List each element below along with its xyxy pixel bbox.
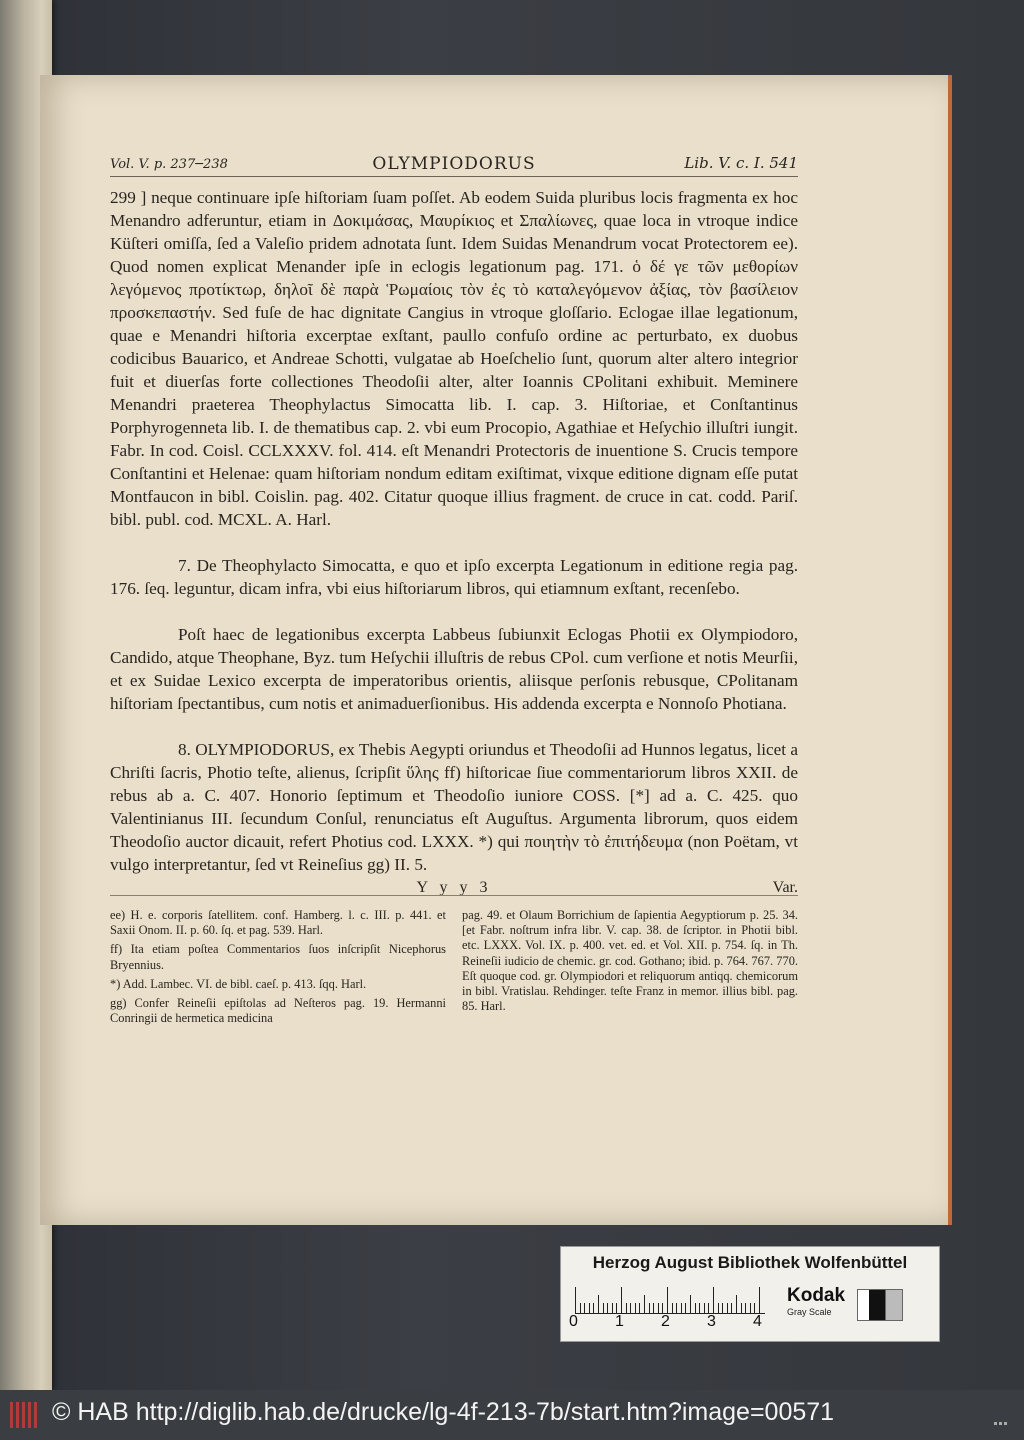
logo-stripe xyxy=(28,1402,31,1428)
ruler-tick xyxy=(676,1303,677,1313)
signature-mark: Y y y 3 xyxy=(416,879,492,896)
scale-number: 4 xyxy=(753,1313,762,1330)
ruler-tick xyxy=(759,1287,760,1313)
scale-number: 1 xyxy=(615,1313,624,1330)
ruler-tick xyxy=(644,1295,645,1313)
ruler-tick xyxy=(662,1303,663,1313)
footnote-rule xyxy=(110,895,798,896)
logo-stripe xyxy=(10,1402,13,1428)
ruler-tick xyxy=(754,1303,755,1313)
ruler-tick xyxy=(750,1303,751,1313)
logo-stripe xyxy=(22,1402,25,1428)
header-book-page: Lib. V. c. I. 541 xyxy=(684,154,798,172)
ruler-tick xyxy=(639,1303,640,1313)
ruler-tick xyxy=(616,1303,617,1313)
ruler-tick xyxy=(681,1303,682,1313)
ruler-tick xyxy=(718,1303,719,1313)
ruler-tick xyxy=(713,1287,714,1313)
ruler-tick xyxy=(745,1303,746,1313)
scale-number: 2 xyxy=(661,1313,670,1330)
ruler-tick xyxy=(741,1303,742,1313)
hab-logo-icon xyxy=(10,1402,38,1428)
ruler-tick xyxy=(658,1303,659,1313)
ruler-tick xyxy=(704,1303,705,1313)
footnote-ee: ee) H. e. corporis ſatellitem. conf. Hamberg. l. c. III. p. 441. et Saxii Onom. II. p. 60. ſq. et pag. 539. Harl. xyxy=(110,908,446,938)
ruler-tick xyxy=(708,1303,709,1313)
catchword: Var. xyxy=(772,879,798,896)
ruler-tick xyxy=(621,1287,622,1313)
ruler-tick xyxy=(690,1295,691,1313)
ruler-tick xyxy=(672,1303,673,1313)
ruler-tick xyxy=(593,1303,594,1313)
paragraph-theophylactus: 7. De Theophylacto Simocatta, e quo et ipſo excerpta Legationum in editione regia pag. 176. ſeq. leguntur, dicam infra, vbi eius hiſtoriarum libros, qui etiamnum exſtant, recenſebo. xyxy=(110,556,798,598)
ruler-tick xyxy=(685,1303,686,1313)
ruler-tick xyxy=(612,1303,613,1313)
footnote-gg: gg) Confer Reineſii epiſtolas ad Neſteros pag. 19. Hermanni Conringii de hermetica medicina xyxy=(110,996,446,1026)
ruler-tick xyxy=(584,1303,585,1313)
ruler-tick xyxy=(626,1303,627,1313)
footnote-star: *) Add. Lambec. VI. de bibl. caeſ. p. 413. ſqq. Harl. xyxy=(110,976,367,991)
scale-number: 3 xyxy=(707,1313,716,1330)
footnotes xyxy=(110,908,798,1030)
gray-scale-caption: Gray Scale xyxy=(787,1307,832,1317)
footnotes-left-column xyxy=(110,908,446,1030)
ruler-tick xyxy=(598,1295,599,1313)
ruler-tick xyxy=(727,1303,728,1313)
ruler-tick xyxy=(580,1303,581,1313)
ruler-tick xyxy=(695,1303,696,1313)
paragraph-menander: 299 ] neque continuare ipſe hiſtoriam ſuam poſſet. Ab eodem Suida pluribus locis fragmenta ex hoc Menandro adferuntur, etiam in Δοκιμάσας, Μαυρίκιος et Σπαλίωνες, quae loca in vtroque indice Küſteri omiſſa, ſed a Valeſio pridem adnotata ſunt. Idem Suidas Menandrum vocat Protectorem ee). Quod nomen explicat Menander ipſe in eclogis legationum pag. 171. ὁ δέ γε τῶν μεθορίων λεγόμενος προτίκτωρ, δηλοῖ δὲ παρὰ Ῥωμαίοις τὸν ἐς τὸ καταλεγόμενον ἀξίας, τὸν βασίλειον προσκεπαστήν. Sed fuſe de hac dignitate Cangius in vtroque gloſſario. Eclogae illae legationum, quae e Menandri hiſtoria excerptae exſtant, paullo confuſo ordine ac perturbato, ex duobus codicibus Bauarico, et Andreae Schotti, vulgatae ab Hoeſchelio ſunt, quorum alter altero integrior fuit et diuerſas forte collectiones Theodoſii alter, alter Ioannis CPolitani exhibuit. Meminere Menandri praeterea Theophylactus Simocatta lib. I. cap. 3. Hiſtoriae, et Conſtantinus Porphyrogenneta lib. I. de thematibus cap. 2. vbi eum Procopio, Agathiae et Heſychio illuſtri iungit. Fabr. In cod. Coisl. CCLXXXV. fol. 414. eſt Menandri Protectoris de inuentione S. Crucis tempore Conſtantini et Helenae: quam hiſtoriam nondum editam exiſtimat, vixque editione dignam eſſe putat Montfaucon in bibl. Coislin. pag. 402. Citatur quoque illius fragment. de cruce in cat. codd. Pariſ. bibl. publ. cod. MCXL. A. Harl. xyxy=(110,188,798,529)
gray-scale-patch xyxy=(857,1289,903,1321)
header-volume-ref: Vol. V. p. 237─238 xyxy=(110,157,228,172)
kodak-brand: Kodak xyxy=(787,1285,846,1306)
logo-stripe xyxy=(34,1402,37,1428)
more-dots-icon[interactable] xyxy=(994,1410,1012,1418)
ruler-tick xyxy=(649,1303,650,1313)
scale-numbers xyxy=(569,1313,779,1333)
paragraph-olympiodorus: 8. OLYMPIODORUS, ex Thebis Aegypti oriundus et Theodoſii ad Hunnos legatus, licet a Chriſti ſacris, Photio teſte, alienus, ſcripſit ὕλης ff) hiſtoricae ſiue commentariorum libros XXII. de rebus ab a. C. 407. Honorio ſeptimum et Theodoſio iuniore COSS. [*] ad a. C. 425. quo Valentinianus III. ſecundum Conſul, renunciatus eſt Auguſtus. Argumenta librorum, quos eidem Theodoſio auctor dicauit, refert Photius cod. LXXX. *) qui ποιητὴν τὸ ἐπιτήδευμα (non Poëtam, vt vulgo interpretantur, ſed vt Reineſius gg) II. 5. xyxy=(110,740,798,874)
ruler-tick xyxy=(667,1287,668,1313)
ruler-tick xyxy=(630,1303,631,1313)
library-name: Herzog August Bibliothek Wolfenbüttel xyxy=(592,1253,908,1272)
scale-number: 0 xyxy=(569,1313,578,1330)
viewer-footer xyxy=(0,1390,1024,1440)
ruler-tick xyxy=(607,1303,608,1313)
ruler-tick xyxy=(589,1303,590,1313)
ruler-tick xyxy=(731,1303,732,1313)
library-color-label xyxy=(560,1246,940,1342)
footnotes-right-column xyxy=(462,908,798,1030)
footnote-ff: ff) Ita etiam poſtea Commentarios ſuos inſcripſit Nicephorus Bryennius. xyxy=(110,942,446,972)
logo-stripe xyxy=(16,1402,19,1428)
ruler-tick xyxy=(699,1303,700,1313)
copyright-url[interactable]: © HAB http://diglib.hab.de/drucke/lg-4f-213-7b/start.htm?image=00571 xyxy=(52,1398,835,1426)
scale-ruler xyxy=(575,1285,765,1314)
ruler-tick xyxy=(635,1303,636,1313)
ruler-tick xyxy=(603,1303,604,1313)
ruler-tick xyxy=(736,1295,737,1313)
header-title: OLYMPIODORUS xyxy=(372,154,536,174)
ruler-tick xyxy=(575,1287,576,1313)
running-header xyxy=(110,148,798,177)
footnote-gg-continued: pag. 49. et Olaum Borrichium de ſapientia Aegyptiorum p. 25. 34. [et Fabr. noſtrum infra libr. V. cap. 38. de ſcriptor. in Photii bibl. etc. LXXX. Vol. IX. p. 400. vet. ed. et Vol. XII. p. 754. ſq. in Th. Reineſii iudicio de chemic. gr. cod. Gothano; ibid. p. 764. 767. 770. Eſt quoque cod. gr. Olympiodori et reliquorum antiqq. chemicorum in bibl. Vratislau. Rehdinger. teſte Franz in memor. illius bibl. pag. 85. Harl. xyxy=(462,908,798,1014)
ruler-tick xyxy=(653,1303,654,1313)
paragraph-labbeus: Poſt haec de legationibus excerpta Labbeus ſubiunxit Eclogas Photii ex Olympiodoro, Candido, atque Theophane, Byz. tum Heſychii illuſtris de rebus CPol. cum verſione et notis Meurſii, et ex Suidae Lexico excerpta de imperatoribus orientis, aliisque perſonis rebusque, CPolitanam hiſtoriam ſpectantibus, cum notis et animaduerſionibus. His addenda excerpta e Nonnoſo Photiana. xyxy=(110,625,798,713)
main-text xyxy=(110,186,798,899)
ruler-tick xyxy=(722,1303,723,1313)
